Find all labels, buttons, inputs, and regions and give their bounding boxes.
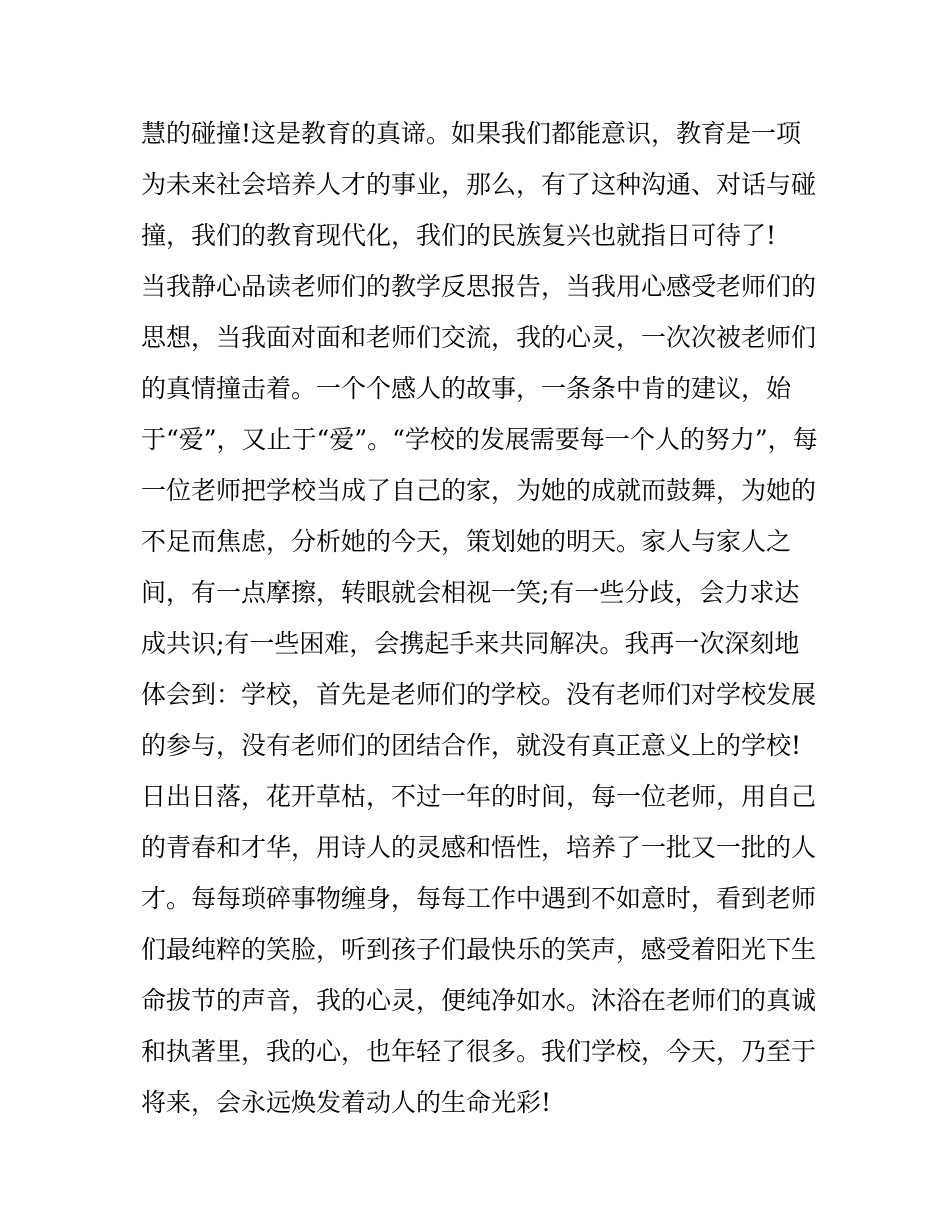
text-line-5: 思想，当我面对面和老师们交流，我的心灵，一次次被老师们 <box>141 323 817 352</box>
text-line-2: 为未来社会培养人才的事业，那么，有了这种沟通、对话与碰 <box>141 170 817 199</box>
text-line-14: 日出日落，花开草枯，不过一年的时间，每一位老师，用自己 <box>141 782 817 811</box>
text-line-1: 慧的碰撞!这是教育的真谛。如果我们都能意识，教育是一项 <box>141 119 802 148</box>
text-line-19: 和执著里，我的心，也年轻了很多。我们学校，今天，乃至于 <box>141 1037 817 1066</box>
text-line-8: 一位老师把学校当成了自己的家，为她的成就而鼓舞，为她的 <box>141 476 817 505</box>
text-line-3: 撞，我们的教育现代化，我们的民族复兴也就指日可待了! <box>141 221 777 250</box>
text-line-12: 体会到：学校，首先是老师们的学校。没有老师们对学校发展 <box>141 680 817 709</box>
text-line-17: 们最纯粹的笑脸，听到孩子们最快乐的笑声，感受着阳光下生 <box>141 935 817 964</box>
text-line-6: 的真情撞击着。一个个感人的故事，一条条中肯的建议，始 <box>141 374 792 403</box>
text-line-15: 的青春和才华，用诗人的灵感和悟性，培养了一批又一批的人 <box>141 833 817 862</box>
text-line-13: 的参与，没有老师们的团结合作，就没有真正意义上的学校! <box>141 731 802 760</box>
body-text <box>141 108 821 1128</box>
text-line-7: 于“爱”，又止于“爱”。“学校的发展需要每一个人的努力”，每 <box>141 425 818 454</box>
text-line-16: 才。每每琐碎事物缠身，每每工作中遇到不如意时，看到老师 <box>141 884 817 913</box>
text-line-11: 成共识;有一些困难，会携起手来共同解决。我再一次深刻地 <box>141 629 800 658</box>
text-line-9: 不足而焦虑，分析她的今天，策划她的明天。家人与家人之 <box>141 527 792 556</box>
text-line-20: 将来，会永远焕发着动人的生命光彩! <box>141 1088 552 1117</box>
text-line-10: 间，有一点摩擦，转眼就会相视一笑;有一些分歧，会力求达 <box>141 578 800 607</box>
text-line-18: 命拔节的声音，我的心灵，便纯净如水。沐浴在老师们的真诚 <box>141 986 817 1015</box>
text-line-4: 当我静心品读老师们的教学反思报告，当我用心感受老师们的 <box>141 272 817 301</box>
